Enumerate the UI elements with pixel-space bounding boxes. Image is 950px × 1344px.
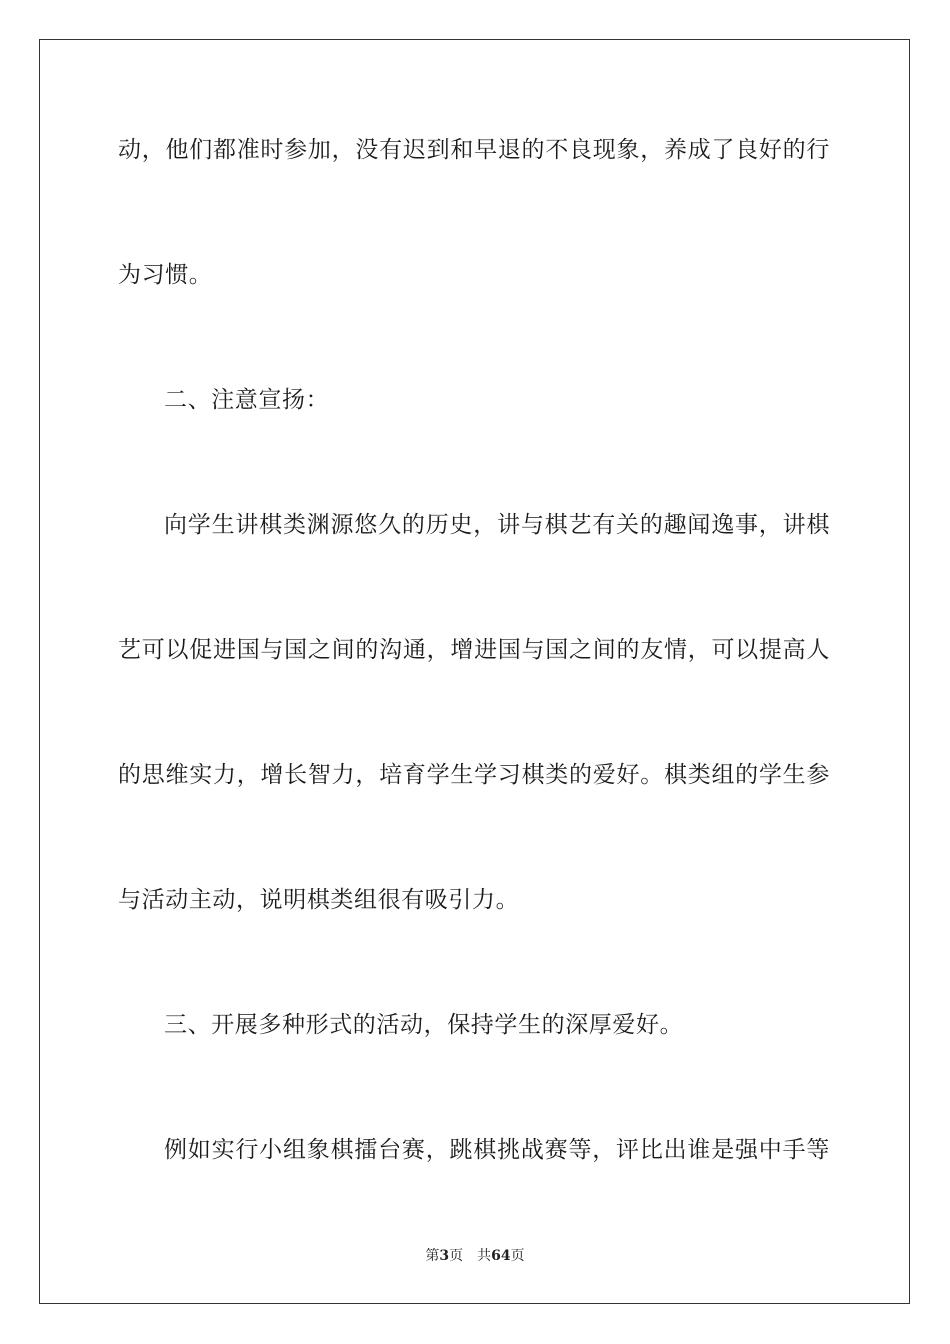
body-text-line: 动，他们都准时参加，没有迟到和早退的不良现象，养成了良好的行 xyxy=(118,137,830,163)
body-text-line: 的思维实力，增长智力，培育学生学习棋类的爱好。棋类组的学生参 xyxy=(118,762,830,788)
body-text-line: 为习惯。 xyxy=(118,262,213,288)
body-text-line: 向学生讲棋类渊源悠久的历史，讲与棋艺有关的趣闻逸事，讲棋 xyxy=(164,512,830,538)
body-text-line: 与活动主动，说明棋类组很有吸引力。 xyxy=(118,887,520,913)
body-text-line: 例如实行小组象棋擂台赛，跳棋挑战赛等，评比出谁是强中手等 xyxy=(164,1137,830,1163)
page-number: 3 xyxy=(439,1248,450,1264)
total-suffix: 页 xyxy=(510,1248,525,1264)
section-heading: 三、开展多种形式的活动，保持学生的深厚爱好。 xyxy=(164,1012,684,1038)
page-footer xyxy=(0,1246,950,1266)
total-prefix: 共 xyxy=(477,1248,492,1264)
body-text-line: 艺可以促进国与国之间的沟通，增进国与国之间的友情，可以提高人 xyxy=(118,637,830,663)
page-suffix: 页 xyxy=(449,1248,464,1264)
total-pages: 64 xyxy=(491,1248,511,1264)
section-heading: 二、注意宣扬： xyxy=(164,387,330,413)
page-prefix: 第 xyxy=(425,1248,440,1264)
page-border xyxy=(39,39,910,1304)
